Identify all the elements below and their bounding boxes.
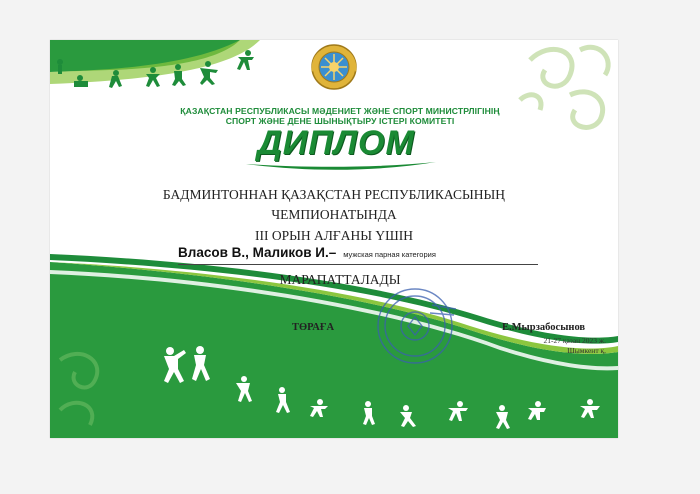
signer-name: Е.Мырзабосынов xyxy=(502,322,586,333)
ministry-line-1: ҚАЗАҚСТАН РЕСПУБЛИКАСЫ МӘДЕНИЕТ ЖӘНЕ СПОРТ МИНИСТРЛІГІНІҢ xyxy=(180,106,500,116)
diploma-title: ДИПЛОМ xyxy=(257,124,415,162)
award-line-3: III ОРЫН АЛҒАНЫ ҮШІН xyxy=(255,228,413,243)
official-stamp-icon xyxy=(372,285,458,367)
ornament-left-icon xyxy=(50,340,150,438)
recipient-names: Власов В., Маликов И.– xyxy=(178,245,337,260)
ministry-header xyxy=(140,106,540,126)
event-city: Шымкент қ. xyxy=(567,346,606,355)
title-underline-swoosh xyxy=(246,162,436,172)
award-line-1: БАДМИНТОННАН ҚАЗАҚСТАН РЕСПУБЛИКАСЫНЫҢ xyxy=(162,187,506,202)
recipient-category: мужская парная категория xyxy=(343,250,436,259)
diploma xyxy=(50,40,618,438)
ministry-line-2: СПОРТ ЖӘНЕ ДЕНЕ ШЫНЫҚТЫРУ ІСТЕРІ КОМИТЕТІ xyxy=(225,116,455,126)
kazakhstan-emblem-icon xyxy=(308,42,360,92)
event-date: 21-27 қазан 2023 ж. xyxy=(543,336,606,345)
awarded-text: МАРАПАТТАЛАДЫ xyxy=(279,272,401,287)
recipients-row xyxy=(178,244,538,265)
award-line-2: ЧЕМПИОНАТЫНДА xyxy=(271,207,397,222)
chair-label: ТӨРАҒА xyxy=(292,322,335,333)
